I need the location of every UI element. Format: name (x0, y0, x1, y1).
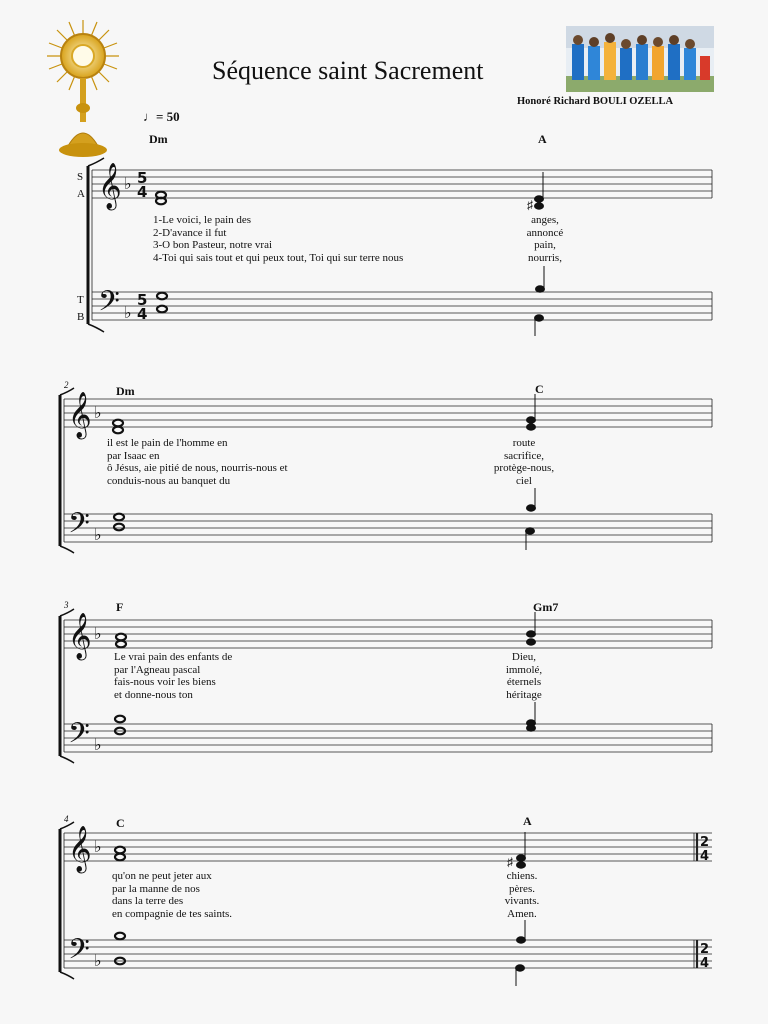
part-label-soprano: S (77, 171, 84, 183)
part-label-alto: A (77, 188, 85, 200)
flat-key: ♭ (94, 735, 102, 754)
time-sig-top: 2 (700, 942, 710, 957)
lyric-line: qu'on ne peut jeter aux (112, 870, 212, 882)
whole-note (114, 514, 124, 521)
lyric-line: vivants. (504, 895, 540, 907)
whole-note (114, 524, 124, 531)
part-label-bass: B (77, 311, 85, 323)
quarter-note (527, 424, 536, 430)
treble-clef: 𝄞 (68, 613, 92, 659)
measure-number: 2 (64, 380, 69, 390)
bass-clef: 𝄢 (68, 507, 90, 547)
quarter-note (535, 315, 544, 321)
quarter-note (535, 196, 544, 202)
whole-note (113, 420, 123, 427)
time-sig-top: 5 (137, 169, 148, 187)
lyric-line: en compagnie de tes saints. (112, 907, 233, 920)
lyric-line: Dieu, (511, 651, 537, 663)
bass-staff (92, 292, 712, 320)
lyric-line: par la manne de nos (112, 882, 200, 895)
time-sig-bottom: 4 (700, 849, 710, 864)
time-sig-top: 5 (137, 291, 148, 309)
lyric-line: par Isaac en (107, 449, 160, 462)
whole-note (115, 933, 125, 940)
treble-clef: 𝄞 (98, 163, 122, 209)
quarter-note (516, 965, 525, 971)
quarter-note (536, 286, 545, 292)
whole-note (113, 427, 123, 434)
whole-note (156, 198, 166, 205)
lyric-line: ciel (516, 474, 532, 487)
chord-symbol: Dm (149, 132, 168, 146)
lyric-line: pères. (509, 882, 535, 895)
lyric-line: nourris, (528, 251, 562, 264)
lyric-line: anges, (531, 214, 559, 226)
whole-note (116, 641, 126, 648)
lyric-line: 4-Toi qui sais tout et qui peux tout, Toi qui sur terre nous (153, 251, 404, 264)
flat-key: ♭ (94, 624, 102, 643)
lyric-line: héritage (506, 688, 542, 701)
flat-key: ♭ (124, 303, 132, 322)
time-sig-bottom: 4 (700, 956, 710, 971)
lyric-line: sacrifice, (504, 449, 544, 462)
quarter-note (517, 937, 526, 943)
lyric-line: éternels (506, 676, 542, 688)
lyric-line: route (512, 437, 536, 449)
time-sig-bottom: 4 (137, 305, 148, 323)
treble-clef: 𝄞 (68, 392, 92, 438)
chord-symbol: Gm7 (533, 600, 559, 614)
tempo-marking: ♩= 50 (143, 109, 180, 124)
lyric-line: ô Jésus, aie pitié de nous, nourris-nous et (107, 462, 288, 474)
composer-name: Honoré Richard BOULI OZELLA (517, 96, 674, 107)
bass-clef: 𝄢 (68, 717, 90, 757)
treble-clef: 𝄞 (68, 826, 92, 872)
whole-note (115, 847, 125, 854)
chord-symbol: Dm (116, 384, 135, 398)
whole-note (157, 293, 167, 300)
flat-key: ♭ (94, 837, 102, 856)
chord-symbol: F (116, 600, 124, 614)
chord-symbol: C (535, 382, 544, 396)
flat-key: ♭ (94, 951, 102, 970)
chord-symbol: A (538, 132, 547, 146)
lyric-line: Le vrai pain des enfants de (114, 651, 233, 663)
lyric-line: immolé, (505, 663, 543, 676)
lyric-line: conduis-nous au banquet du (107, 474, 231, 487)
time-sig-top: 2 (700, 835, 710, 850)
quarter-note (517, 862, 526, 868)
quarter-note (526, 528, 535, 534)
lyric-line: et donne-nous ton (114, 688, 193, 701)
quarter-note (527, 505, 536, 511)
lyric-line: fais-nous voir les biens (114, 676, 216, 688)
quarter-note (517, 855, 526, 861)
lyric-line: il est le pain de l'homme en (107, 437, 228, 449)
sharp-sign: ♯ (507, 855, 513, 869)
chord-symbol: A (523, 814, 532, 828)
part-label-tenor: T (77, 294, 84, 306)
bass-clef: 𝄢 (98, 285, 120, 325)
whole-note (116, 634, 126, 641)
lyric-line: chiens. (506, 870, 538, 882)
sharp-sign: ♯ (527, 198, 533, 212)
flat-key: ♭ (94, 525, 102, 544)
quarter-note (527, 631, 536, 637)
lyric-line: pain, (534, 239, 556, 251)
quarter-note (527, 639, 536, 645)
page-title: Séquence saint Sacrement (212, 56, 484, 85)
time-sig-bottom: 4 (137, 183, 148, 201)
measure-number: 4 (64, 814, 69, 824)
lyric-line: annoncé (526, 226, 564, 239)
flat-key: ♭ (124, 174, 132, 193)
quarter-note (527, 417, 536, 423)
lyric-line: protège-nous, (493, 462, 555, 474)
chord-symbol: C (116, 816, 125, 830)
lyric-line: 2-D'avance il fut (153, 226, 227, 239)
lyric-line: 1-Le voici, le pain des (153, 214, 252, 226)
bass-clef: 𝄢 (68, 933, 90, 973)
treble-staff (92, 170, 712, 198)
quarter-note (527, 725, 536, 731)
whole-note (115, 854, 125, 861)
lyric-line: dans la terre des (112, 895, 184, 907)
measure-number: 3 (64, 600, 69, 610)
flat-key: ♭ (94, 403, 102, 422)
whole-note (157, 306, 167, 313)
lyric-line: 3-O bon Pasteur, notre vrai (153, 239, 273, 251)
quarter-note (535, 203, 544, 209)
lyric-line: Amen. (507, 907, 537, 920)
lyric-line: par l'Agneau pascal (114, 663, 201, 676)
whole-note (115, 716, 125, 723)
